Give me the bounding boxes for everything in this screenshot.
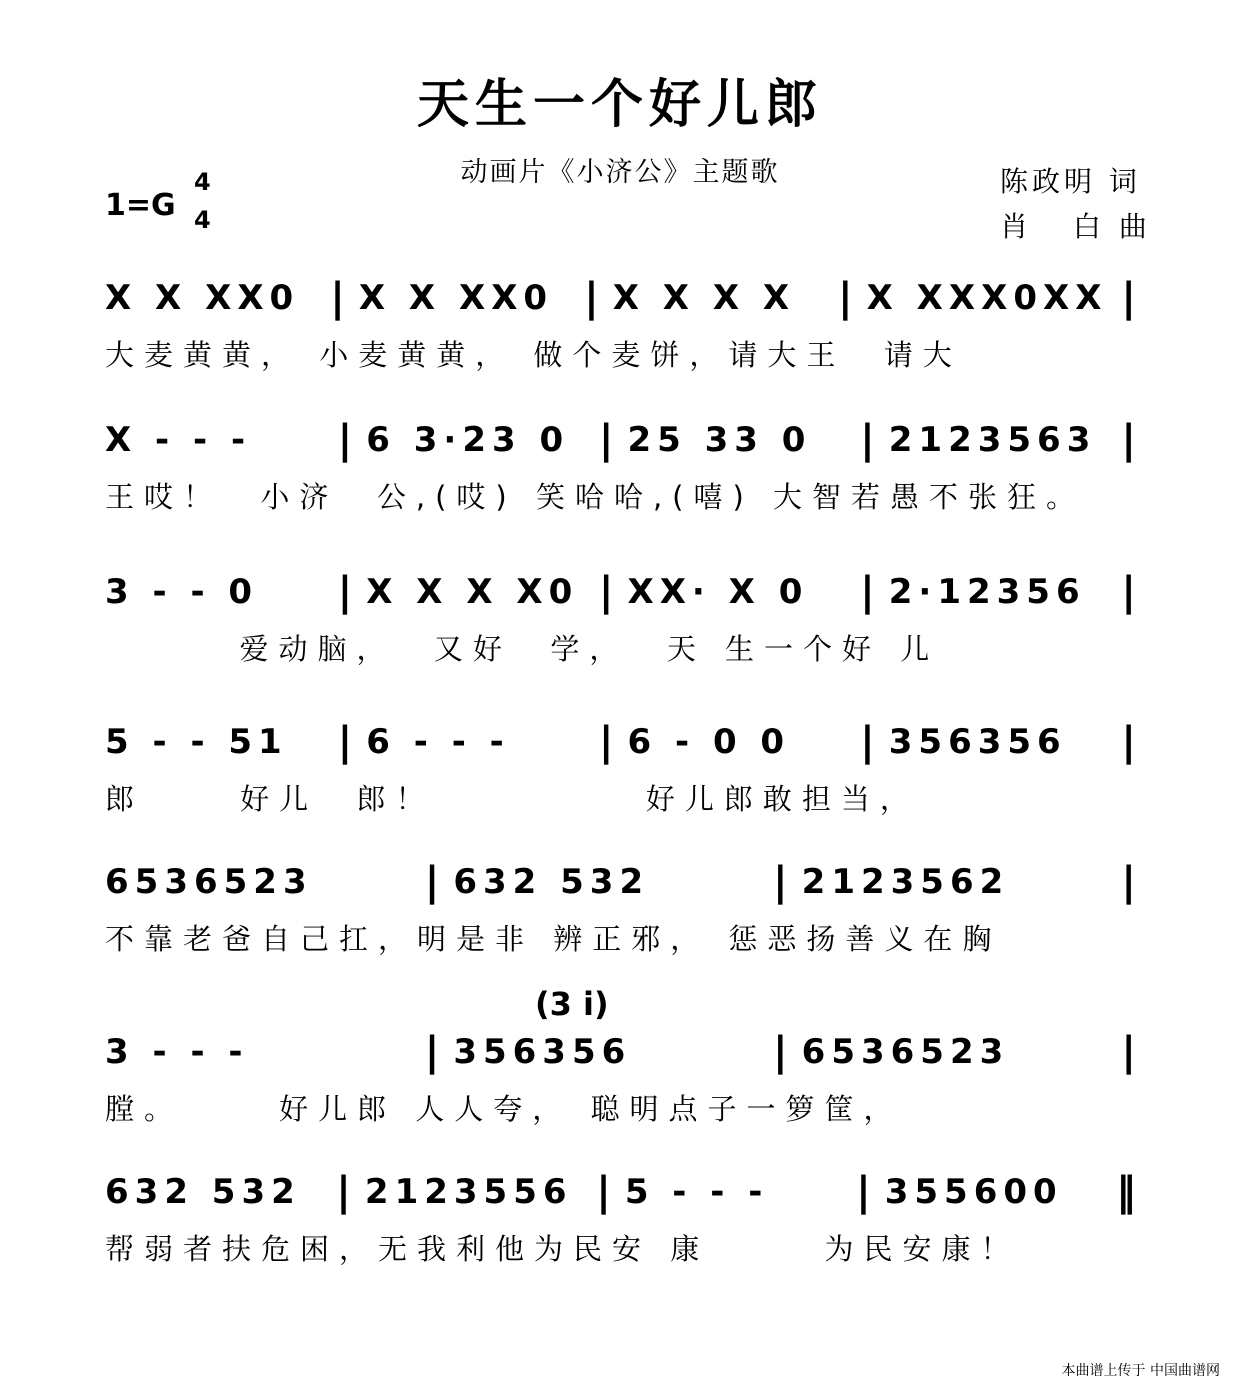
measure: 355600 (884, 1172, 1063, 1212)
lyrics-row: 大麦黄黄， 小麦黄黄， 做个麦饼，请大王 请大 (105, 338, 962, 372)
barline: | (337, 417, 353, 463)
barline: | (330, 275, 345, 321)
time-signature-bottom: 4 (194, 206, 211, 234)
notes-row (105, 859, 1150, 905)
barline: | (860, 569, 875, 615)
barline: | (838, 275, 853, 321)
measure: X X X X0 (366, 572, 579, 612)
measure: X X XX0 (105, 278, 300, 318)
measure: X X X X (612, 278, 796, 318)
measure: 6536523 (105, 862, 313, 902)
notes-row (105, 719, 1150, 765)
subtitle: 动画片《小济公》主题歌 (460, 157, 780, 188)
barline: | (773, 859, 788, 905)
measure: X XXX0XX (866, 278, 1108, 318)
measure: 2·12356 (888, 572, 1086, 612)
measure: 6536523 (801, 1032, 1010, 1072)
footer-note: 本曲谱上传于 中国曲谱网 (1061, 1363, 1220, 1379)
notes-row (105, 1169, 1150, 1215)
measure: 6 3·23 0 (366, 420, 570, 460)
barline: | (856, 1169, 871, 1215)
barline: | (424, 859, 440, 905)
barline: | (860, 417, 875, 463)
notes-row (105, 275, 1150, 321)
measure: 2123562 (801, 862, 1010, 902)
barline: | (773, 1029, 788, 1075)
barline: | (1121, 417, 1136, 463)
barline: | (598, 417, 614, 463)
lyrics-row: 爱动脑， 又好 学， 天 生一个好 儿 (105, 632, 940, 666)
measure: 2123556 (364, 1172, 573, 1212)
measure: 3 - - - (105, 1032, 249, 1072)
measure: 6 - - - (366, 722, 510, 762)
barline: | (596, 1169, 611, 1215)
barline: | (1121, 859, 1136, 905)
barline: ‖ (1116, 1169, 1137, 1215)
alternate-notes: (3 i) (535, 985, 609, 1023)
barline: | (860, 719, 875, 765)
measure: 5 - - - (624, 1172, 769, 1212)
composer: 肖 白曲 (1000, 210, 1165, 243)
measure: 3 - - 0 (105, 572, 259, 612)
barline: | (1121, 275, 1137, 321)
lyrics-row: 帮弱者扶危困，无我利他为民安 康 为民安康！ (105, 1232, 1020, 1266)
notes-row (105, 569, 1150, 615)
lyrics-row: 不靠老爸自己扛，明是非 辨正邪， 惩恶扬善义在胸 (105, 922, 1002, 956)
barline: | (337, 719, 353, 765)
measure: 632 532 (453, 862, 650, 902)
barline: | (424, 1029, 440, 1075)
song-title: 天生一个好儿郎 (416, 74, 823, 135)
notes-row (105, 1029, 1150, 1075)
lyrics-row: 膛。 好儿郎 人人夸， 聪明点子一箩筐， (105, 1092, 903, 1126)
barline: | (337, 569, 353, 615)
measure: 6 - 0 0 (627, 722, 791, 762)
measure: 632 532 (105, 1172, 301, 1212)
barline: | (1121, 1029, 1136, 1075)
lyrics-row: 郎 好儿 郎！ 好儿郎敢担当， (105, 782, 919, 816)
lyrics-row: 王哎！ 小济 公,(哎) 笑哈哈,(嘻) 大智若愚不张狂。 (105, 480, 1086, 514)
barline: | (1121, 719, 1136, 765)
notes-row (105, 417, 1150, 463)
barline: | (598, 569, 614, 615)
measure: XX· X 0 (627, 572, 809, 612)
barline: | (1121, 569, 1136, 615)
time-signature-top: 4 (194, 168, 211, 196)
measure: 5 - - 51 (105, 722, 288, 762)
lyricist: 陈政明 词 (1000, 165, 1141, 198)
barline: | (598, 719, 614, 765)
measure: 25 33 0 (627, 420, 812, 460)
measure: 2123563 (888, 420, 1097, 460)
measure: X X XX0 (358, 278, 554, 318)
barline: | (336, 1169, 351, 1215)
barline: | (584, 275, 599, 321)
measure: X - - - (105, 420, 252, 460)
measure: 356356 (453, 1032, 632, 1072)
key-signature: 1=G (105, 188, 176, 223)
measure: 356356 (888, 722, 1067, 762)
